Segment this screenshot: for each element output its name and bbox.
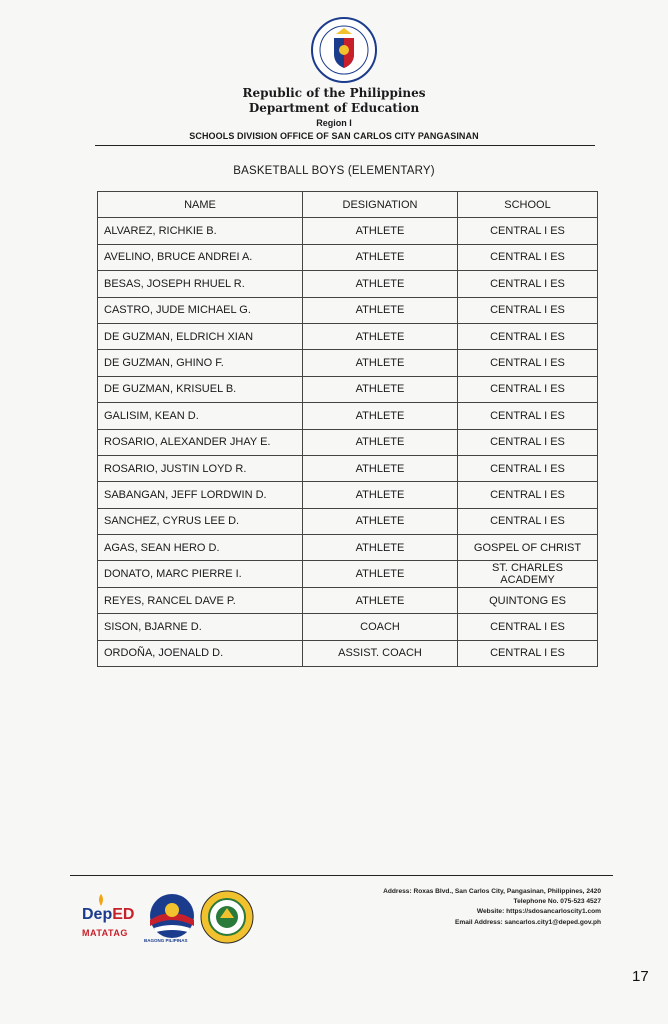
cell-name: BESAS, JOSEPH RHUEL R.: [98, 271, 303, 297]
deped-wordmark: [82, 906, 134, 924]
cell-school: CENTRAL I ES: [458, 429, 598, 455]
table-row: [98, 482, 598, 508]
deped-wordmark-dep: Dep: [82, 906, 113, 923]
cell-designation: ASSIST. COACH: [303, 640, 458, 666]
table-row: [98, 297, 598, 323]
cell-designation: COACH: [303, 614, 458, 640]
cell-designation: ATHLETE: [303, 482, 458, 508]
cell-designation: ATHLETE: [303, 244, 458, 270]
table-body: [98, 218, 598, 667]
cell-name: ORDOÑA, JOENALD D.: [98, 640, 303, 666]
cell-name: SANCHEZ, CYRUS LEE D.: [98, 508, 303, 534]
header-office: SCHOOLS DIVISION OFFICE OF SAN CARLOS CITY PANGASINAN: [189, 131, 479, 141]
cell-designation: ATHLETE: [303, 587, 458, 613]
document-title: BASKETBALL BOYS (ELEMENTARY): [233, 165, 435, 177]
table-row: [98, 587, 598, 613]
table-row: [98, 455, 598, 481]
cell-school: CENTRAL I ES: [458, 376, 598, 402]
table-row: [98, 535, 598, 561]
cell-school: CENTRAL I ES: [458, 323, 598, 349]
footer-logos: [78, 888, 258, 950]
cell-designation: ATHLETE: [303, 535, 458, 561]
cell-name: AVELINO, BRUCE ANDREI A.: [98, 244, 303, 270]
cell-name: SABANGAN, JEFF LORDWIN D.: [98, 482, 303, 508]
bagong-pilipinas-caption: BAGONG PILIPINAS: [144, 938, 188, 943]
deped-matatag-logo: [78, 894, 140, 946]
page-number: 17: [632, 968, 649, 985]
table-row: [98, 614, 598, 640]
header-department: Department of Education: [248, 101, 420, 115]
footer-email[interactable]: Email Address: sancarlos.city1@deped.gov.ph: [454, 918, 601, 926]
cell-school: ST. CHARLES ACADEMY: [458, 561, 598, 587]
bagong-pilipinas-logo: [148, 892, 196, 940]
footer-telephone: Telephone No. 075-523 4527: [513, 898, 601, 906]
footer-address: Address: Roxas Blvd., San Carlos City, Pangasinan, Philippines, 2420: [383, 888, 601, 895]
table-row: [98, 218, 598, 244]
cell-school: CENTRAL I ES: [458, 271, 598, 297]
column-header-designation: DESIGNATION: [303, 192, 458, 218]
matatag-wordmark: MATATAG: [82, 928, 128, 938]
table-row: [98, 376, 598, 402]
cell-name: GALISIM, KEAN D.: [98, 403, 303, 429]
footer-contact-block: [383, 887, 601, 928]
sdo-san-carlos-seal-logo: [200, 890, 254, 944]
cell-school: CENTRAL I ES: [458, 218, 598, 244]
table-row: [98, 350, 598, 376]
cell-designation: ATHLETE: [303, 455, 458, 481]
roster-table: [97, 191, 598, 667]
header-republic: Republic of the Philippines: [242, 86, 426, 100]
cell-designation: ATHLETE: [303, 376, 458, 402]
cell-name: SISON, BJARNE D.: [98, 614, 303, 640]
cell-name: DE GUZMAN, GHINO F.: [98, 350, 303, 376]
column-header-name: NAME: [98, 192, 303, 218]
cell-designation: ATHLETE: [303, 218, 458, 244]
cell-name: ROSARIO, ALEXANDER JHAY E.: [98, 429, 303, 455]
table-row: [98, 429, 598, 455]
deped-wordmark-ed: ED: [112, 906, 135, 923]
cell-name: ALVAREZ, RICHKIE B.: [98, 218, 303, 244]
cell-name: AGAS, SEAN HERO D.: [98, 535, 303, 561]
table-row: [98, 271, 598, 297]
cell-school: CENTRAL I ES: [458, 244, 598, 270]
cell-school: CENTRAL I ES: [458, 455, 598, 481]
torch-icon: [94, 894, 108, 906]
cell-school: CENTRAL I ES: [458, 508, 598, 534]
table-row: [98, 403, 598, 429]
cell-school: CENTRAL I ES: [458, 482, 598, 508]
footer-website[interactable]: Website: https://sdosancarloscity1.com: [476, 908, 601, 916]
table-row: [98, 640, 598, 666]
cell-school: GOSPEL OF CHRIST: [458, 535, 598, 561]
cell-name: REYES, RANCEL DAVE P.: [98, 587, 303, 613]
cell-designation: ATHLETE: [303, 323, 458, 349]
table-header-row: [98, 192, 598, 218]
cell-name: DE GUZMAN, ELDRICH XIAN: [98, 323, 303, 349]
table-row: [98, 244, 598, 270]
cell-designation: ATHLETE: [303, 429, 458, 455]
cell-designation: ATHLETE: [303, 508, 458, 534]
cell-name: DONATO, MARC PIERRE I.: [98, 561, 303, 587]
column-header-school: SCHOOL: [458, 192, 598, 218]
cell-name: ROSARIO, JUSTIN LOYD R.: [98, 455, 303, 481]
cell-school: CENTRAL I ES: [458, 350, 598, 376]
header-region: Region I: [316, 118, 352, 128]
deped-seal-logo: [310, 16, 378, 84]
table-row: [98, 561, 598, 587]
cell-name: CASTRO, JUDE MICHAEL G.: [98, 297, 303, 323]
cell-school: CENTRAL I ES: [458, 403, 598, 429]
table-row: [98, 508, 598, 534]
cell-school: QUINTONG ES: [458, 587, 598, 613]
cell-name: DE GUZMAN, KRISUEL B.: [98, 376, 303, 402]
cell-school: CENTRAL I ES: [458, 640, 598, 666]
cell-school: CENTRAL I ES: [458, 614, 598, 640]
cell-designation: ATHLETE: [303, 350, 458, 376]
cell-designation: ATHLETE: [303, 297, 458, 323]
cell-school: CENTRAL I ES: [458, 297, 598, 323]
footer-divider: [70, 875, 613, 876]
cell-designation: ATHLETE: [303, 271, 458, 297]
table-row: [98, 323, 598, 349]
header-divider: [95, 145, 595, 146]
cell-designation: ATHLETE: [303, 403, 458, 429]
cell-designation: ATHLETE: [303, 561, 458, 587]
